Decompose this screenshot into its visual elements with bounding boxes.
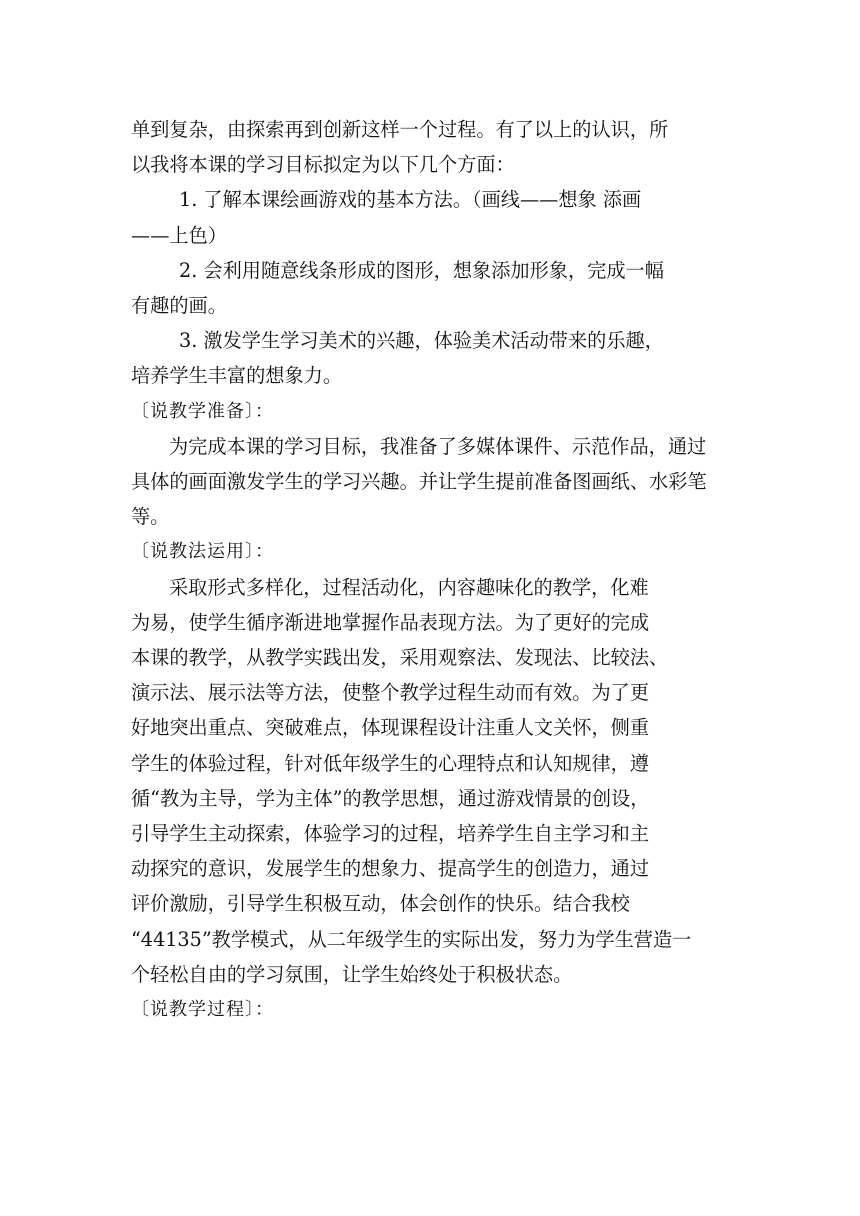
- section-heading-preparation: 〔说教学准备〕：: [131, 400, 274, 422]
- text-line: 以我将本课的学习目标拟定为以下几个方面：: [131, 153, 515, 177]
- text-line: 动探究的意识，发展学生的想象力、提高学生的创造力，通过: [131, 857, 650, 881]
- text-line: 具体的画面激发学生的学习兴趣。并让学生提前准备图画纸、水彩笔: [131, 470, 707, 494]
- text-line: “44135”教学模式，从二年级学生的实际出发，努力为学生营造一: [131, 927, 692, 951]
- section-heading-methods: 〔说教法运用〕：: [131, 541, 274, 563]
- methods-paragraph: [131, 570, 731, 992]
- text-line: 引导学生主动探索，体验学习的过程，培养学生自主学习和主: [131, 822, 650, 846]
- text-line: 演示法、展示法等方法，使整个教学过程生动而有效。为了更: [131, 681, 650, 705]
- text-line: 等。: [131, 505, 170, 529]
- text-line: ——上色）: [131, 223, 227, 247]
- preparation-paragraph: [131, 429, 731, 535]
- text-line: 个轻松自由的学习氛围，让学生始终处于积极状态。: [131, 962, 573, 986]
- text-line: 本课的教学，从教学实践出发，采用观察法、发现法、比较法、: [131, 646, 669, 670]
- text-line: 2. 会利用随意线条形成的图形，想象添加形象，完成一幅: [179, 258, 664, 282]
- goals-intro-paragraph: [131, 112, 731, 182]
- text-line: 单到复杂，由探索再到创新这样一个过程。有了以上的认识，所: [131, 118, 669, 141]
- text-line: 评价激励，引导学生积极互动，体会创作的快乐。结合我校: [131, 892, 630, 916]
- goal-item-3: [131, 323, 731, 393]
- text-line: 循“教为主导，学为主体”的教学思想，通过游戏情景的创设，: [131, 786, 650, 810]
- text-line: 为易，使学生循序渐进地掌握作品表现方法。为了更好的完成: [131, 610, 650, 634]
- text-line: 1. 了解本课绘画游戏的基本方法。（画线——想象 添画: [179, 188, 642, 212]
- text-line: 有趣的画。: [131, 294, 227, 318]
- text-line: 学生的体验过程，针对低年级学生的心理特点和认知规律，遵: [131, 751, 650, 775]
- document-body: [131, 112, 731, 1027]
- text-line: 3. 激发学生学习美术的兴趣，体验美术活动带来的乐趣，: [179, 329, 664, 353]
- section-heading-process: 〔说教学过程〕：: [131, 999, 274, 1021]
- text-line: 好地突出重点、突破难点，体现课程设计注重人文关怀，侧重: [131, 716, 650, 740]
- text-line: 培养学生丰富的想象力。: [131, 364, 343, 388]
- goal-item-2: [131, 253, 731, 323]
- text-line: 采取形式多样化，过程活动化，内容趣味化的教学，化难: [169, 575, 649, 599]
- goal-item-1: [131, 182, 731, 252]
- text-line: 为完成本课的学习目标，我准备了多媒体课件、示范作品，通过: [169, 434, 707, 458]
